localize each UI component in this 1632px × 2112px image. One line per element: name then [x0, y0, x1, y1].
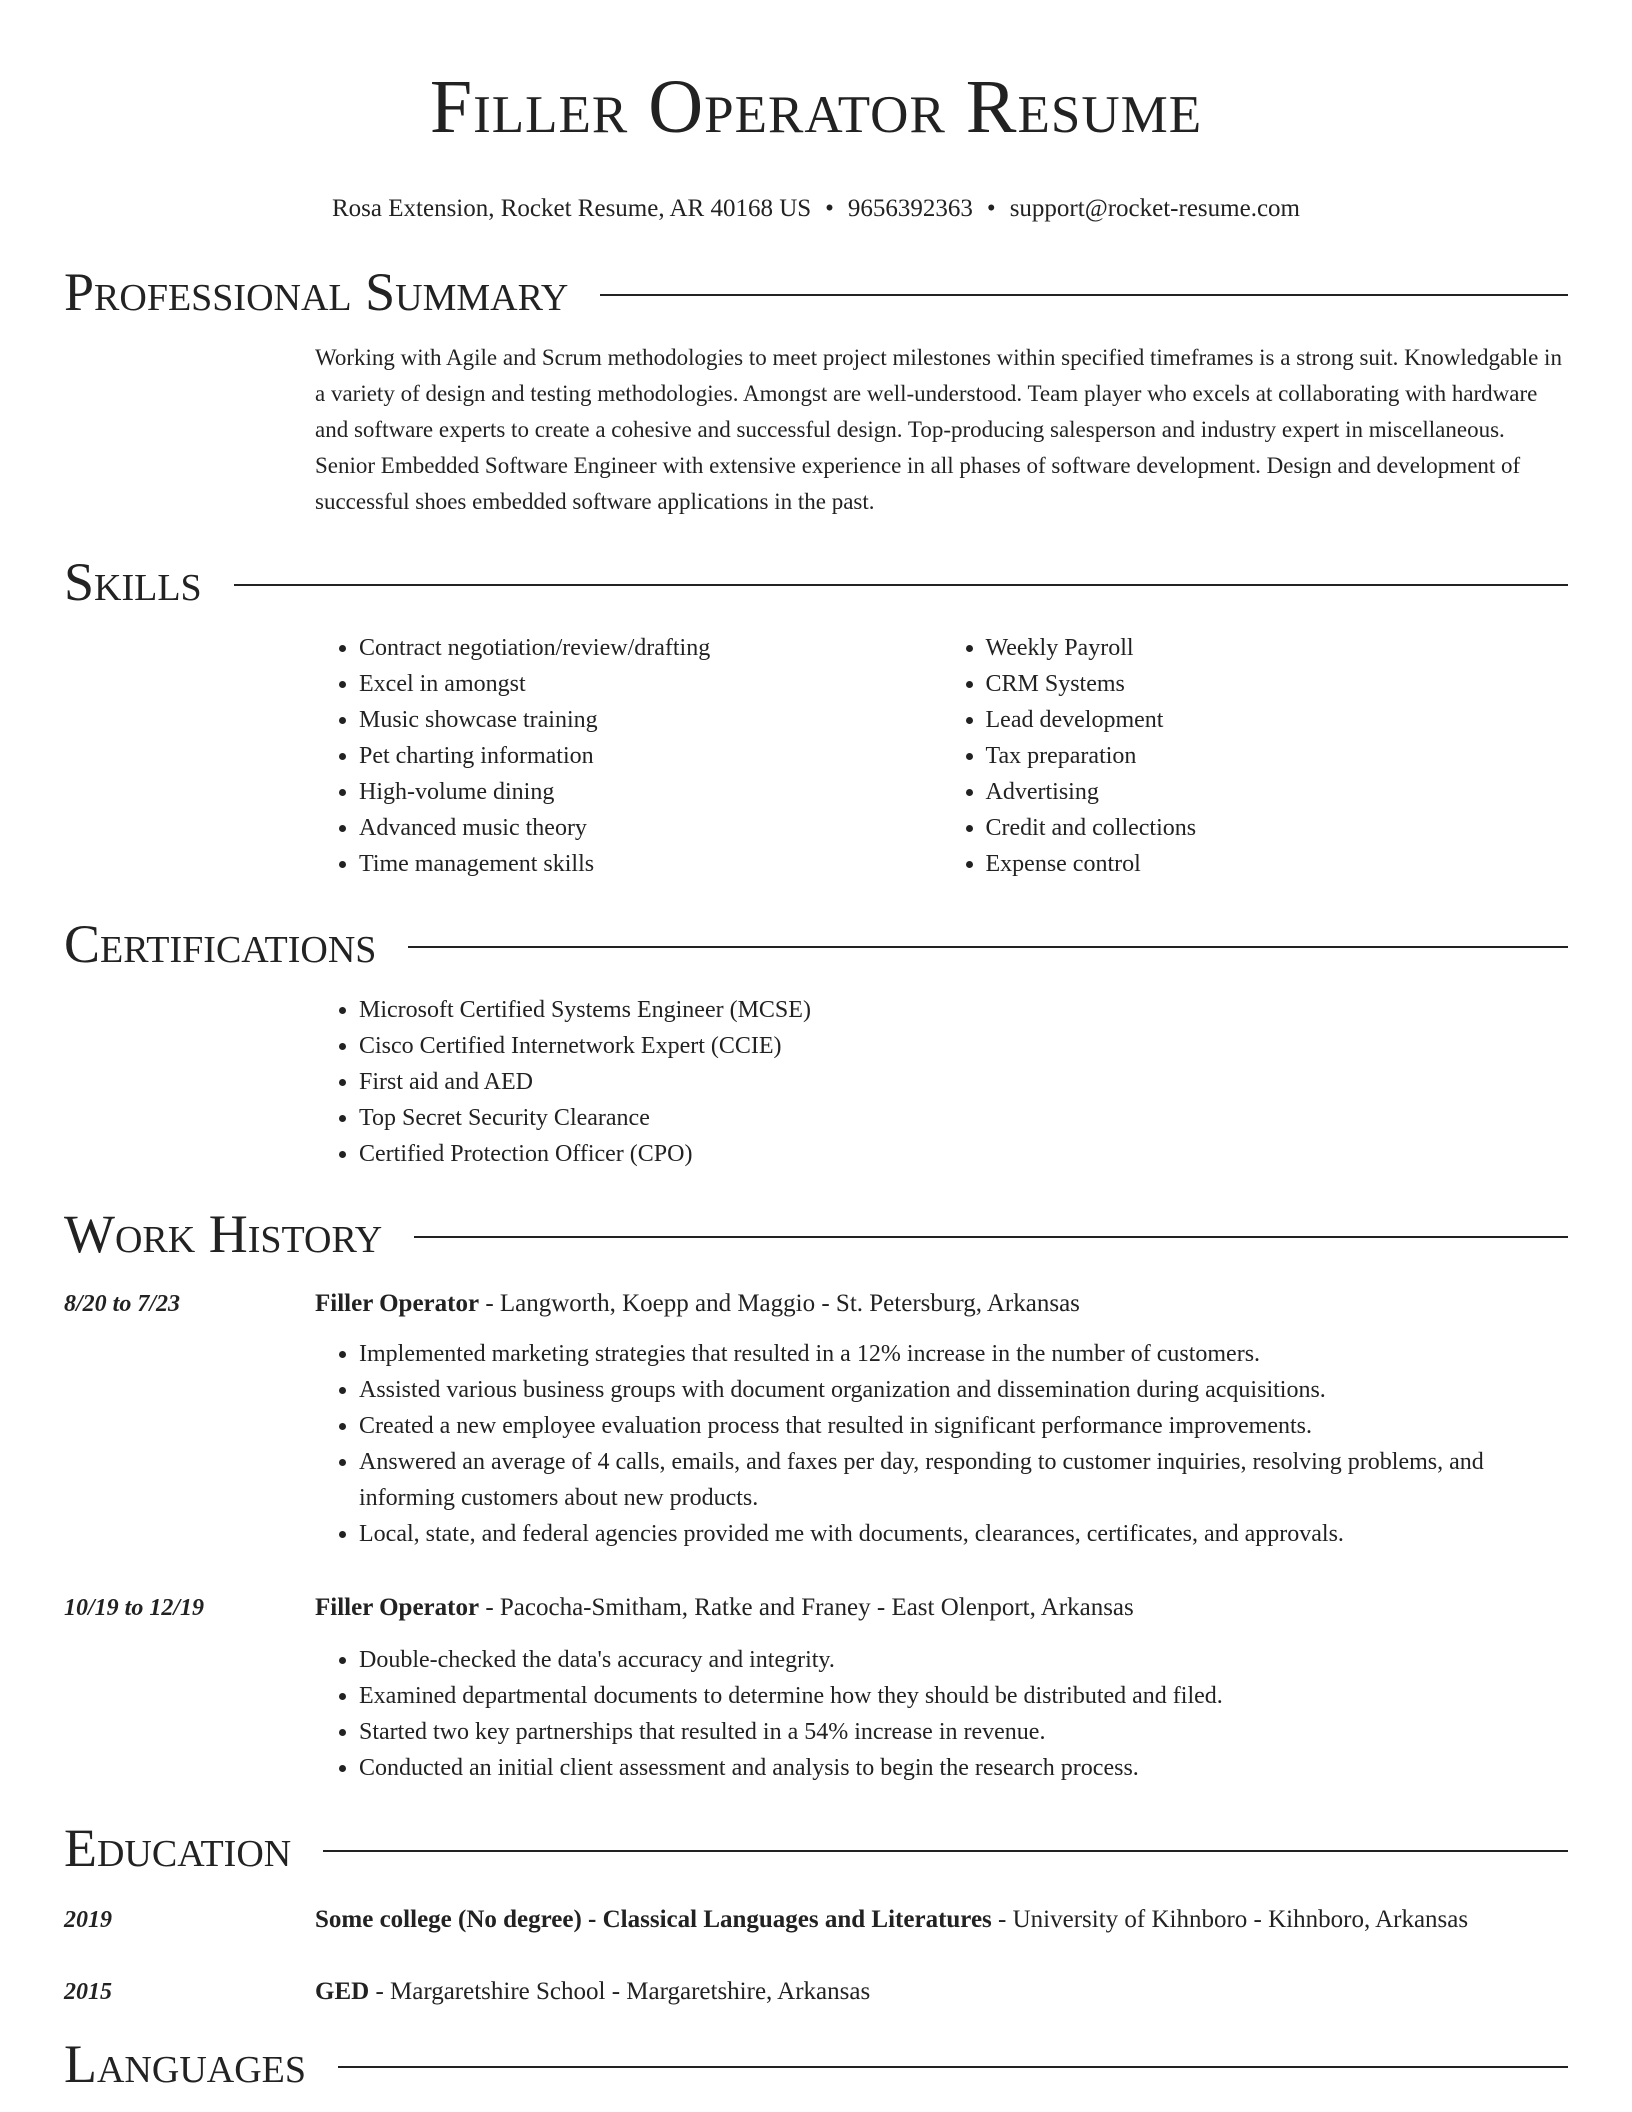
skill-item: • Contract negotiation/review/drafting [359, 630, 942, 666]
summary-heading: Professional Summary [64, 262, 569, 322]
education-title-line [315, 1902, 1568, 1938]
section-divider [234, 584, 1568, 586]
job-bullet: • Created a new employee evaluation process that resulted in significant performance improvements. [359, 1408, 1568, 1444]
education-degree: GED [315, 1978, 370, 2005]
skill-item: • Excel in amongst [359, 666, 942, 702]
certification-item: • Certified Protection Officer (CPO) [359, 1136, 1568, 1172]
contact-phone: 9656392363 [847, 195, 973, 222]
education-date: 2019 [64, 1907, 112, 1933]
job-bullet: • Implemented marketing strategies that resulted in a 12% increase in the number of customers. [359, 1336, 1568, 1372]
education-date: 2015 [64, 1979, 112, 2005]
summary-section-header [64, 260, 1568, 324]
education-heading: Education [64, 1818, 292, 1878]
job-bullet: • Answered an average of 4 calls, emails, and faxes per day, responding to customer inquiries, resolving problems, and informing customers about new products. [359, 1444, 1568, 1516]
education-entry [64, 1902, 1568, 1938]
skill-item: • Lead development [986, 702, 1569, 738]
job-bullets [315, 1642, 1568, 1786]
job-title-line [315, 1286, 1568, 1322]
contact-address: Rosa Extension, Rocket Resume, AR 40168 US [332, 195, 812, 222]
skills-list [315, 630, 1568, 882]
skill-item: • Pet charting information [359, 738, 942, 774]
skill-item: • Tax preparation [986, 738, 1569, 774]
job-entry [64, 1590, 1568, 1786]
skill-item: • Advertising [986, 774, 1569, 810]
education-degree: Some college (No degree) - Classical Languages and Literatures [315, 1906, 992, 1933]
skills-section-header [64, 550, 1568, 614]
skill-item: • High-volume dining [359, 774, 942, 810]
education-entry [64, 1974, 1568, 2010]
job-bullet: • Started two key partnerships that resulted in a 54% increase in revenue. [359, 1714, 1568, 1750]
work-section-header [64, 1202, 1568, 1266]
skills-column-left [315, 630, 942, 882]
skill-item: • Expense control [986, 846, 1569, 882]
section-divider [408, 946, 1568, 948]
certification-item: • Cisco Certified Internetwork Expert (CCIE) [359, 1028, 1568, 1064]
contact-separator: • [825, 195, 834, 222]
contact-separator: • [986, 195, 996, 222]
skill-item: • CRM Systems [986, 666, 1569, 702]
skill-item: • Credit and collections [986, 810, 1569, 846]
education-school: - University of Kihnboro - Kihnboro, Arkansas [991, 1906, 1469, 1933]
certification-item: • First aid and AED [359, 1064, 1568, 1100]
work-heading: Work History [64, 1204, 383, 1264]
contact-email: support@rocket-resume.com [1009, 195, 1300, 222]
certifications-list [315, 992, 1568, 1172]
education-school: - Margaretshire School - Margaretshire, Arkansas [369, 1978, 871, 2005]
job-bullet: • Double-checked the data's accuracy and integrity. [359, 1642, 1568, 1678]
job-date: 10/19 to 12/19 [64, 1595, 205, 1621]
job-title-line [315, 1590, 1568, 1626]
resume-name: Filler Operator Resume [429, 65, 1203, 149]
certification-item: • Top Secret Security Clearance [359, 1100, 1568, 1136]
job-employer: - Pacocha-Smitham, Ratke and Franey - East Olenport, Arkansas [479, 1594, 1134, 1621]
job-bullet: • Assisted various business groups with document organization and dissemination during acquisitions. [359, 1372, 1568, 1408]
job-bullets [315, 1336, 1568, 1552]
skill-item: • Advanced music theory [359, 810, 942, 846]
certifications-section-header [64, 912, 1568, 976]
contact-line [64, 194, 1568, 224]
job-employer: - Langworth, Koepp and Maggio - St. Petersburg, Arkansas [479, 1290, 1080, 1317]
job-bullet: • Conducted an initial client assessment and analysis to begin the research process. [359, 1750, 1568, 1786]
job-title: Filler Operator [315, 1290, 480, 1317]
job-bullet: • Examined departmental documents to determine how they should be distributed and filed. [359, 1678, 1568, 1714]
section-divider [414, 1236, 1568, 1238]
section-divider [323, 1850, 1568, 1852]
education-section-header [64, 1816, 1568, 1880]
summary-text: Working with Agile and Scrum methodologies to meet project milestones within specified timeframes is a strong suit. Knowledgable in a variety of design and testing methodologies. Amongst are well-understood. Team player who excels at collaborating with hardware and software experts to create a cohesive and successful design. Top-producing salesperson and industry expert in miscellaneous. Senior Embedded Software Engineer with extensive experience in all phases of software development. Design and development of successful shoes embedded software applications in the past. [315, 345, 1562, 514]
section-divider [338, 2066, 1568, 2068]
skill-item: • Time management skills [359, 846, 942, 882]
section-divider [600, 294, 1568, 296]
skills-heading: Skills [64, 552, 202, 612]
skill-item: • Music showcase training [359, 702, 942, 738]
certification-item: • Microsoft Certified Systems Engineer (MCSE) [359, 992, 1568, 1028]
skills-column-right [942, 630, 1569, 882]
job-date: 8/20 to 7/23 [64, 1291, 181, 1317]
languages-heading: Languages [64, 2034, 306, 2094]
languages-section-header [64, 2032, 1568, 2096]
skill-item: • Weekly Payroll [986, 630, 1569, 666]
certifications-heading: Certifications [64, 914, 377, 974]
job-entry [64, 1286, 1568, 1552]
education-title-line [315, 1974, 1568, 2010]
job-bullet: • Local, state, and federal agencies provided me with documents, clearances, certificates, and approvals. [359, 1516, 1568, 1552]
job-title: Filler Operator [315, 1594, 480, 1621]
